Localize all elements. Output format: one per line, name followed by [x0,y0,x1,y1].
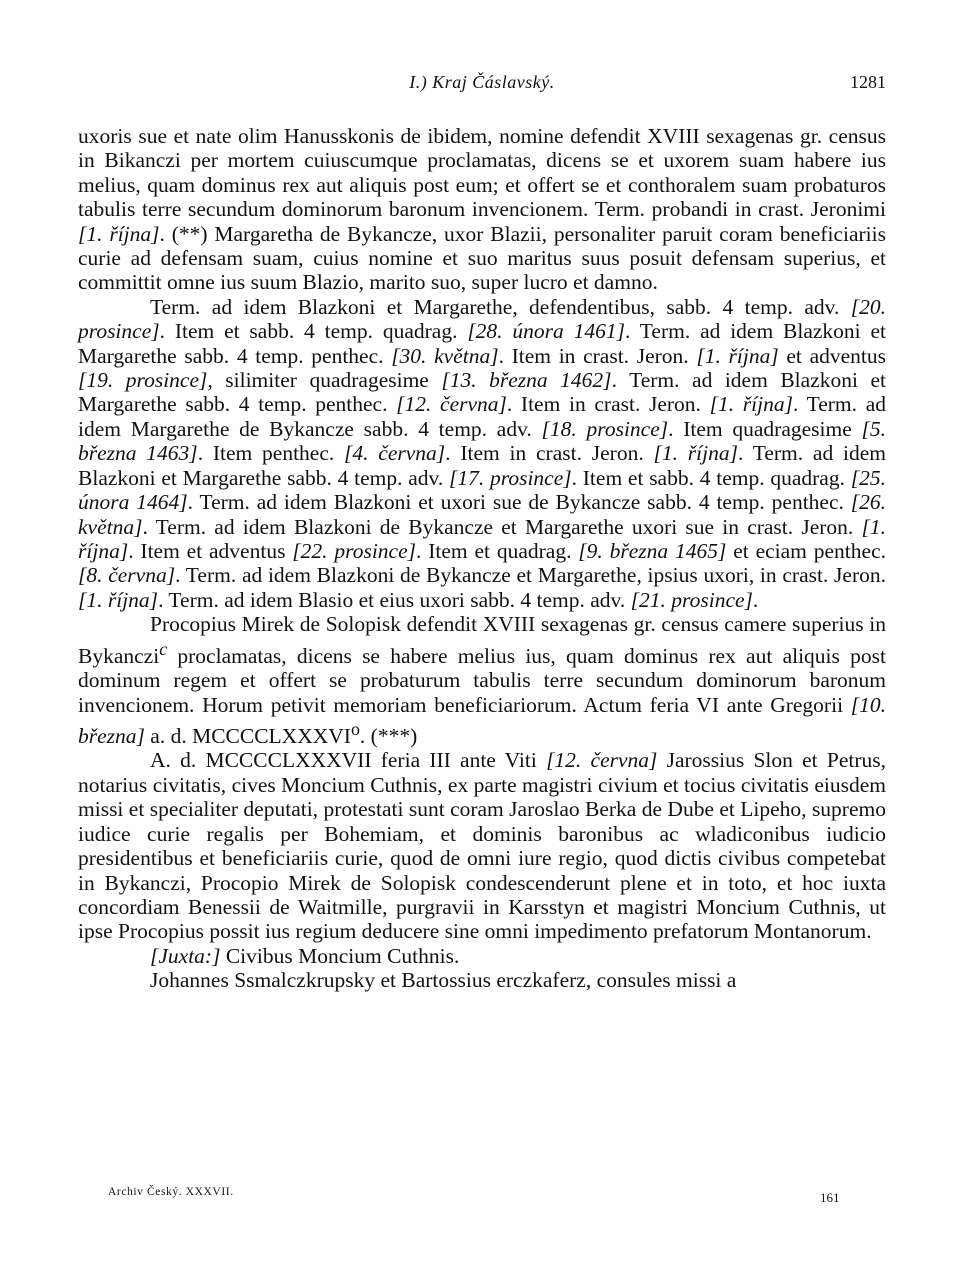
paragraph: Johannes Ssmalczkrupsky et Bartossius erczkaferz, consules missi a [150,968,737,993]
page-number: 1281 [850,72,886,92]
volume-signature: Archiv Český. XXXVII. [108,1186,234,1198]
paragraph: Term. ad idem Blazkoni et Margarethe, defendentibus, sabb. 4 temp. adv. [20. prosince]. Item et sabb. 4 temp. quadrag. [28. února 1461]. Term. ad idem Blazkoni et Margarethe sabb. 4 temp. penthec. [30. května]. Item in crast. Jeron. [1. října] et adventus [19. prosince], silimiter quadragesime [13. března 1462]. Term. ad idem Blazkoni et Margarethe sabb. 4 temp. penthec. [12. června]. Item in crast. Jeron. [1. října]. Term. ad idem Margarethe de Bykancze sabb. 4 temp. adv. [18. prosince]. Item quadragesime [5. března 1463]. Item penthec. [4. června]. Item in crast. Jeron. [1. října]. Term. ad idem Blazkoni et Margarethe sabb. 4 temp. adv. [17. prosince]. Item et sabb. 4 temp. quadrag. [25. února 1464]. Term. ad idem Blazkoni et uxori sue de Bykancze sabb. 4 temp. penthec. [26. května]. Term. ad idem Blazkoni de Bykancze et Margarethe uxori sue in crast. Jeron. [1. října]. Item et adventus [22. prosince]. Item et quadrag. [9. března 1465] et eciam penthec. [8. června]. Term. ad idem Blazkoni de Bykancze et Margarethe, ipsius uxori, in crast. Jeron. [1. října]. Term. ad idem Blasio et eius uxori sabb. 4 temp. adv. [21. prosince]. [78,294,887,612]
running-head-title: I.) Kraj Čáslavský. [409,72,555,92]
sheet-number: 161 [820,1190,840,1205]
paragraph: uxoris sue et nate olim Hanusskonis de ibidem, nomine defendit XVIII sexagenas gr. census in Bikanczi per mortem cuiuscumque proclamatas, dicens se et uxorem suam habere ius melius, quam dominus rex aut aliquis post eum; et offert se et conthoralem suam probaturos tabulis terre secundum dominorum baronum invencionem. Term. probandi in crast. Jeronimi [1. října]. (**) Margaretha de Bykancze, uxor Blazii, personaliter paruit coram beneficiariis curie ad defensam suam, cuius nomine et suo maritus suus posuit defensam superius, et committit omne ius suum Blazio, marito suo, super lucro et damno. [78,124,886,295]
paragraph: [Juxta:] Civibus Moncium Cuthnis. [150,943,460,968]
body-text [78,124,886,993]
paragraph: Procopius Mirek de Solopisk defendit XVIII sexagenas gr. census camere superius in Bykanczi$^c$ proclamatas, dicens se habere melius ius, quam dominus rex aut aliquis post dominum regem et offert se probaturum tabulis terre secundum dominorum baronum invencionem. Horum petivit memoriam beneficiariorum. Actum feria VI ante Gregorii [10. března] a. d. MCCCCLXXXVI$^o$. (***) [78,612,886,749]
paragraph: A. d. MCCCCLXXXVII feria III ante Viti [12. června] Jarossius Slon et Petrus, notarius civitatis, cives Moncium Cuthnis, ex parte magistri civium et tocius civitatis eiusdem missi et specialiter deputati, protestati sunt coram Jaroslao Berka de Dube et Lipeho, supremo iudice curie regalis per Bohemiam, et dominis baronibus ac wladiconibus iudicio presidentibus et beneficiariis curie, quod de omni iure regio, quod dictis civibus competebat in Bykanczi, Procopio Mirek de Solopisk condescenderunt plene et in toto, et hoc iuxta concordiam Benessii de Waitmille, purgravii in Karsstyn et magistri Moncium Cuthnis, ut ipse Procopius possit ius regium deducere sine omni impedimento prefatorum Montanorum. [78,748,886,944]
page [78,72,886,993]
page-footer [78,1186,886,1210]
running-head [78,72,886,102]
